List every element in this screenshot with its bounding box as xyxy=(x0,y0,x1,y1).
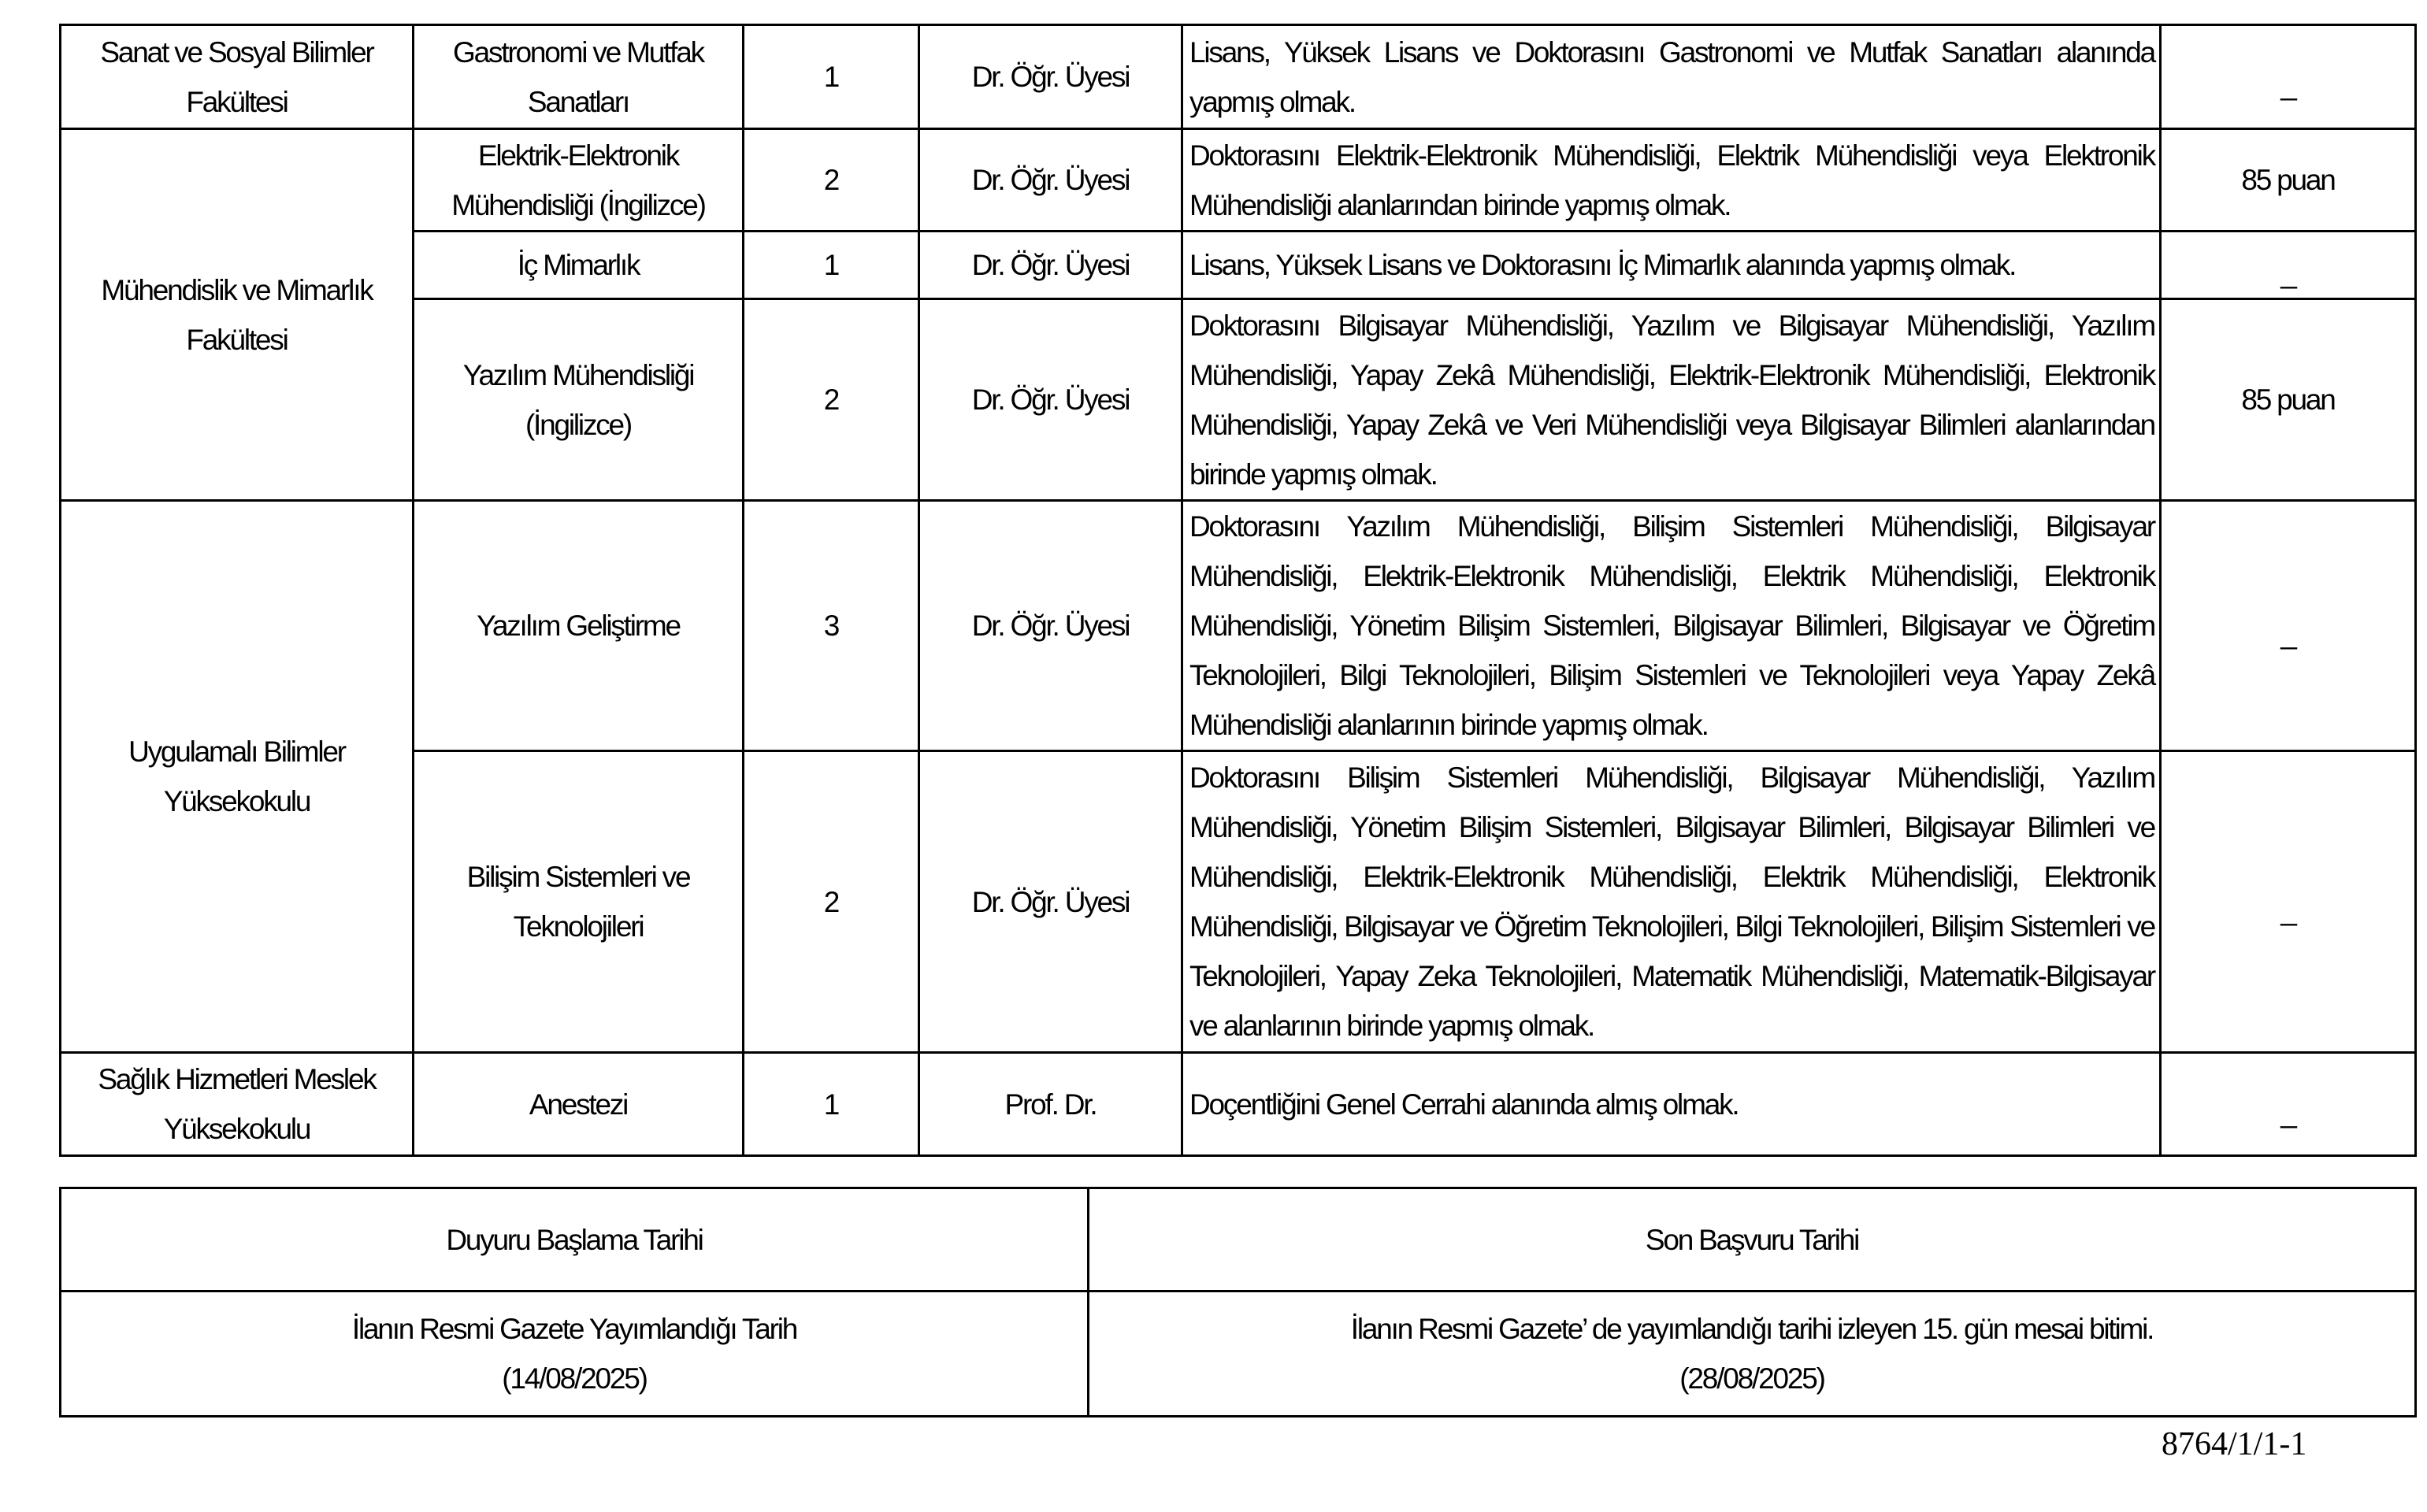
faculty-cell: Uygulamalı Bilimler Yüksekokulu xyxy=(61,501,414,1053)
document-number: 8764/1/1-1 xyxy=(2162,1426,2307,1462)
department-cell: Anestezi xyxy=(414,1053,744,1156)
end-date-cell xyxy=(1089,1292,2416,1417)
score-cell: 85 puan xyxy=(2161,129,2416,232)
requirement-cell: Lisans, Yüksek Lisans ve Doktorasını Gastronomi ve Mutfak Sanatları alanında yapmış olmak. xyxy=(1182,25,2161,129)
requirement-cell: Doktorasını Yazılım Mühendisliği, Bilişim Sistemleri Mühendisliği, Bilgisayar Mühendisliği, Elektrik-Elektronik Mühendisliği, Elektrik Mühendisliği, Elektronik Mühendisliği, Yönetim Bilişim Sistemleri, Bilgisayar Bilimleri, Bilgisayar ve Öğretim Teknolojileri, Bilgi Teknolojileri, Bilişim Sistemleri ve Teknolojileri veya Yapay Zekâ Mühendisliği alanlarının birinde yapmış olmak. xyxy=(1182,501,2161,751)
start-date-text: İlanın Resmi Gazete Yayımlandığı Tarih xyxy=(351,1313,797,1345)
requirement-cell: Doktorasını Bilgisayar Mühendisliği, Yazılım ve Bilgisayar Mühendisliği, Yazılım Mühendisliği, Yapay Zekâ Mühendisliği, Elektrik-Elektronik Mühendisliği, Elektronik Mühendisliği, Yapay Zekâ ve Veri Mühendisliği veya Bilgisayar Bilimleri alanlarından birinde yapmış olmak. xyxy=(1182,299,2161,501)
table-row xyxy=(61,299,2416,501)
count-cell: 1 xyxy=(744,232,919,299)
dates-header-row xyxy=(61,1188,2416,1292)
table-row xyxy=(61,501,2416,751)
table-row xyxy=(61,25,2416,129)
requirement-cell: Doktorasını Bilişim Sistemleri Mühendisliği, Bilgisayar Mühendisliği, Yazılım Mühendisliği, Yönetim Bilişim Sistemleri, Bilgisayar Bilimleri, Bilgisayar Bilimleri ve Mühendisliği, Elektrik-Elektronik Mühendisliği, Elektrik Mühendisliği, Elektronik Mühendisliği, Bilgisayar ve Öğretim Teknolojileri, Bilgi Teknolojileri, Bilişim Sistemleri ve Teknolojileri, Yapay Zeka Teknolojileri, Matematik Mühendisliği, Matematik-Bilgisayar ve alanlarının birinde yapmış olmak. xyxy=(1182,751,2161,1053)
department-cell: Bilişim Sistemleri ve Teknolojileri xyxy=(414,751,744,1053)
start-date-cell xyxy=(61,1292,1089,1417)
title-cell: Dr. Öğr. Üyesi xyxy=(919,501,1182,751)
requirement-cell: Doçentliğini Genel Cerrahi alanında almış olmak. xyxy=(1182,1053,2161,1156)
faculty-cell: Mühendislik ve Mimarlık Fakültesi xyxy=(61,129,414,501)
department-cell: Yazılım Geliştirme xyxy=(414,501,744,751)
count-cell: 3 xyxy=(744,501,919,751)
count-cell: 1 xyxy=(744,1053,919,1156)
requirement-cell: Lisans, Yüksek Lisans ve Doktorasını İç Mimarlık alanında yapmış olmak. xyxy=(1182,232,2161,299)
start-date-value: (14/08/2025) xyxy=(502,1362,647,1395)
score-value: _ xyxy=(2280,1095,2295,1128)
positions-table xyxy=(59,24,2417,1157)
score-cell xyxy=(2161,751,2416,1053)
score-value: _ xyxy=(2280,69,2295,101)
end-date-value: (28/08/2025) xyxy=(1679,1362,1824,1395)
table-row xyxy=(61,129,2416,232)
table-row xyxy=(61,751,2416,1053)
requirement-cell: Doktorasını Elektrik-Elektronik Mühendisliği, Elektrik Mühendisliği veya Elektronik Mühendisliği alanlarından birinde yapmış olmak. xyxy=(1182,129,2161,232)
title-cell: Prof. Dr. xyxy=(919,1053,1182,1156)
title-cell: Dr. Öğr. Üyesi xyxy=(919,25,1182,129)
count-cell: 2 xyxy=(744,299,919,501)
department-cell: Elektrik-Elektronik Mühendisliği (İngilizce) xyxy=(414,129,744,232)
department-cell: Gastronomi ve Mutfak Sanatları xyxy=(414,25,744,129)
table-row xyxy=(61,232,2416,299)
title-cell: Dr. Öğr. Üyesi xyxy=(919,299,1182,501)
title-cell: Dr. Öğr. Üyesi xyxy=(919,232,1182,299)
end-date-header: Son Başvuru Tarihi xyxy=(1089,1188,2416,1292)
faculty-cell: Sanat ve Sosyal Bilimler Fakültesi xyxy=(61,25,414,129)
score-cell: 85 puan xyxy=(2161,299,2416,501)
score-value: _ xyxy=(2280,257,2295,289)
count-cell: 2 xyxy=(744,129,919,232)
score-cell xyxy=(2161,501,2416,751)
dates-table xyxy=(59,1187,2417,1418)
title-cell: Dr. Öğr. Üyesi xyxy=(919,129,1182,232)
end-date-text: İlanın Resmi Gazete’ de yayımlandığı tarihi izleyen 15. gün mesai bitimi. xyxy=(1350,1313,2154,1345)
title-cell: Dr. Öğr. Üyesi xyxy=(919,751,1182,1053)
department-cell: Yazılım Mühendisliği (İngilizce) xyxy=(414,299,744,501)
score-cell xyxy=(2161,232,2416,299)
department-cell: İç Mimarlık xyxy=(414,232,744,299)
table-row xyxy=(61,1053,2416,1156)
score-cell xyxy=(2161,25,2416,129)
faculty-cell: Sağlık Hizmetleri Meslek Yüksekokulu xyxy=(61,1053,414,1156)
start-date-header: Duyuru Başlama Tarihi xyxy=(61,1188,1089,1292)
dates-value-row xyxy=(61,1292,2416,1417)
score-cell xyxy=(2161,1053,2416,1156)
count-cell: 2 xyxy=(744,751,919,1053)
count-cell: 1 xyxy=(744,25,919,129)
score-value: _ xyxy=(2280,617,2295,650)
score-value: _ xyxy=(2280,893,2295,926)
